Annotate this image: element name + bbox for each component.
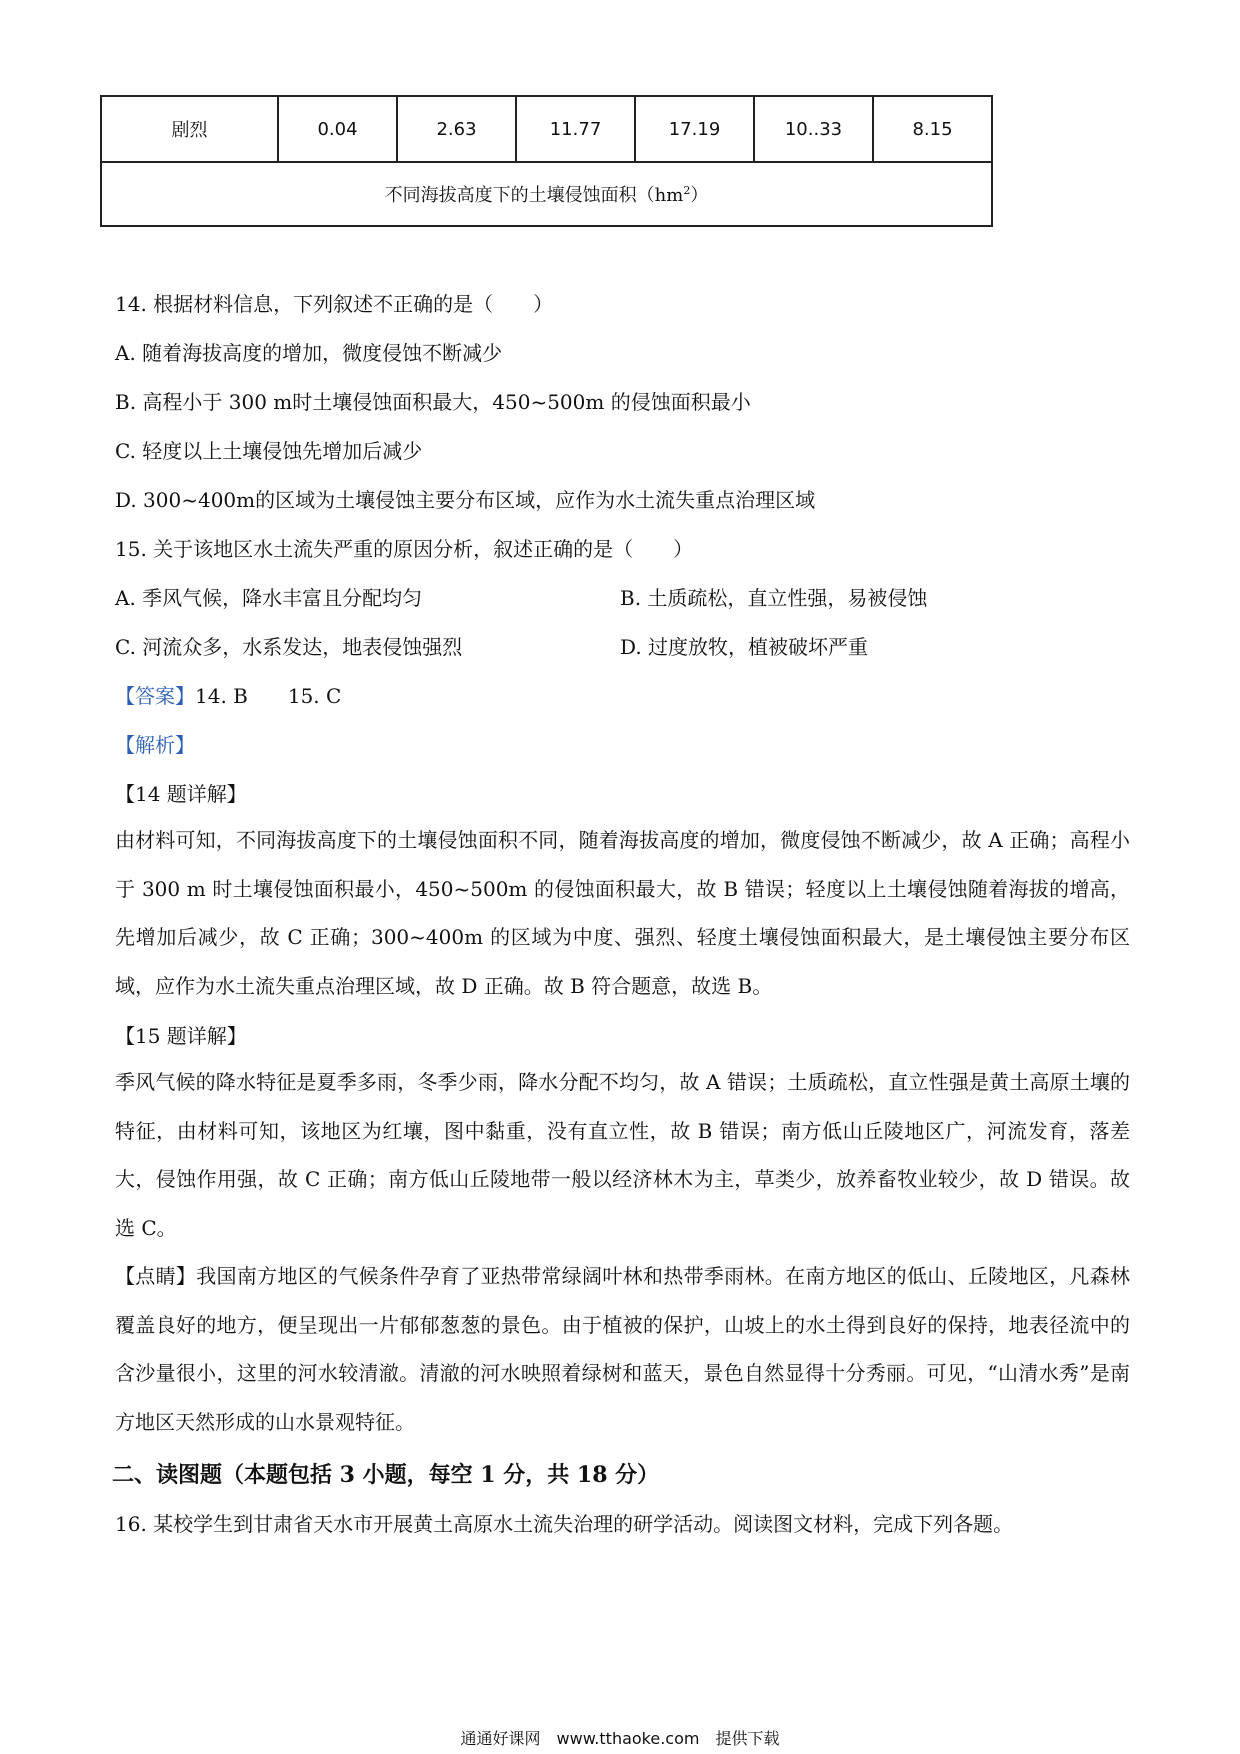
question-14-option-c: C. 轻度以上土壤侵蚀先增加后减少 (115, 439, 423, 463)
detail-15-text: 季风气候的降水特征是夏季多雨，冬季少雨，降水分配不均匀，故 A 错误；土质疏松，直立性强是黄土高原土壤的特征，由材料可知，该地区为红壤，图中黏重，没有直立性，故 B 错误；南方低山丘陵地区广，河流发育，落差大，侵蚀作用强，故 C 正确；南方低山丘陵地带一般以经济林木为主，草类少，放养畜牧业较少，故 D 错误。故选 C。 (115, 1070, 1130, 1240)
tip-paragraph: 【点睛】我国南方地区的气候条件孕育了亚热带常绿阔叶林和热带季雨林。在南方地区的低山、丘陵地区，凡森林覆盖良好的地方，便呈现出一片郁郁葱葱的景色。由于植被的保护，山坡上的水土得到良好的保持，地表径流中的含沙量很小，这里的河水较清澈。清澈的河水映照着绿树和蓝天，景色自然显得十分秀丽。可见，“山清水秀”是南方地区天然形成的山水景观特征。 (115, 1264, 1130, 1434)
question-15-option-d: D. 过度放牧，植被破坏严重 (620, 635, 869, 659)
answer-text: 14. B 15. C (195, 684, 342, 708)
answer-label: 【答案】 (115, 684, 195, 708)
table-cell: 剧烈 (101, 96, 278, 162)
question-15-stem: 15. 关于该地区水土流失严重的原因分析，叙述正确的是（ ） (115, 537, 694, 561)
analysis-label: 【解析】 (115, 733, 195, 757)
table-cell: 2.63 (397, 96, 516, 162)
table-cell: 8.15 (873, 96, 992, 162)
question-16-stem: 16. 某校学生到甘肃省天水市开展黄土高原水土流失治理的研学活动。阅读图文材料，完成下列各题。 (115, 1512, 1014, 1536)
question-14-option-a: A. 随着海拔高度的增加，微度侵蚀不断减少 (115, 341, 503, 365)
table-cell: 11.77 (516, 96, 635, 162)
question-14-option-d: D. 300~400m的区域为土壤侵蚀主要分布区域，应作为水土流失重点治理区域 (115, 488, 816, 512)
table-caption-row (101, 162, 992, 226)
question-14-stem: 14. 根据材料信息，下列叙述不正确的是（ ） (115, 292, 554, 316)
erosion-table (100, 95, 993, 227)
table-cell: 10..33 (754, 96, 873, 162)
table-row (101, 96, 992, 162)
table-cell: 0.04 (278, 96, 397, 162)
page-footer: 通通好课网 www.tthaoke.com 提供下载 (460, 1729, 780, 1748)
table-cell: 17.19 (635, 96, 754, 162)
answer-line (115, 682, 341, 710)
question-15-option-c: C. 河流众多，水系发达，地表侵蚀强烈 (115, 635, 463, 659)
table-caption: 不同海拔高度下的土壤侵蚀面积$(hm^2)$ (101, 162, 992, 226)
detail-15-title: 【15 题详解】 (115, 1024, 247, 1048)
question-15-option-a: A. 季风气候，降水丰富且分配均匀 (115, 586, 423, 610)
detail-14-title: 【14 题详解】 (115, 782, 247, 806)
question-14-option-b: B. 高程小于 300 m时土壤侵蚀面积最大，450~500m 的侵蚀面积最小 (115, 390, 751, 414)
detail-14-text: 由材料可知，不同海拔高度下的土壤侵蚀面积不同，随着海拔高度的增加，微度侵蚀不断减少，故 A 正确；高程小于 300 m 时土壤侵蚀面积最小，450~500m 的侵蚀面积最大，故 B 错误；轻度以上土壤侵蚀随着海拔的增高，先增加后减少，故 C 正确；300~400m 的区域为中度、强烈、轻度土壤侵蚀面积最大，是土壤侵蚀主要分布区域，应作为水土流失重点治理区域，故 D 正确。故 B 符合题意，故选 B。 (115, 828, 1130, 998)
question-15-option-b: B. 土质疏松，直立性强，易被侵蚀 (620, 586, 928, 610)
section-2-heading: 二、读图题（本题包括 3 小题，每空 1 分，共 18 分） (112, 1462, 660, 1488)
